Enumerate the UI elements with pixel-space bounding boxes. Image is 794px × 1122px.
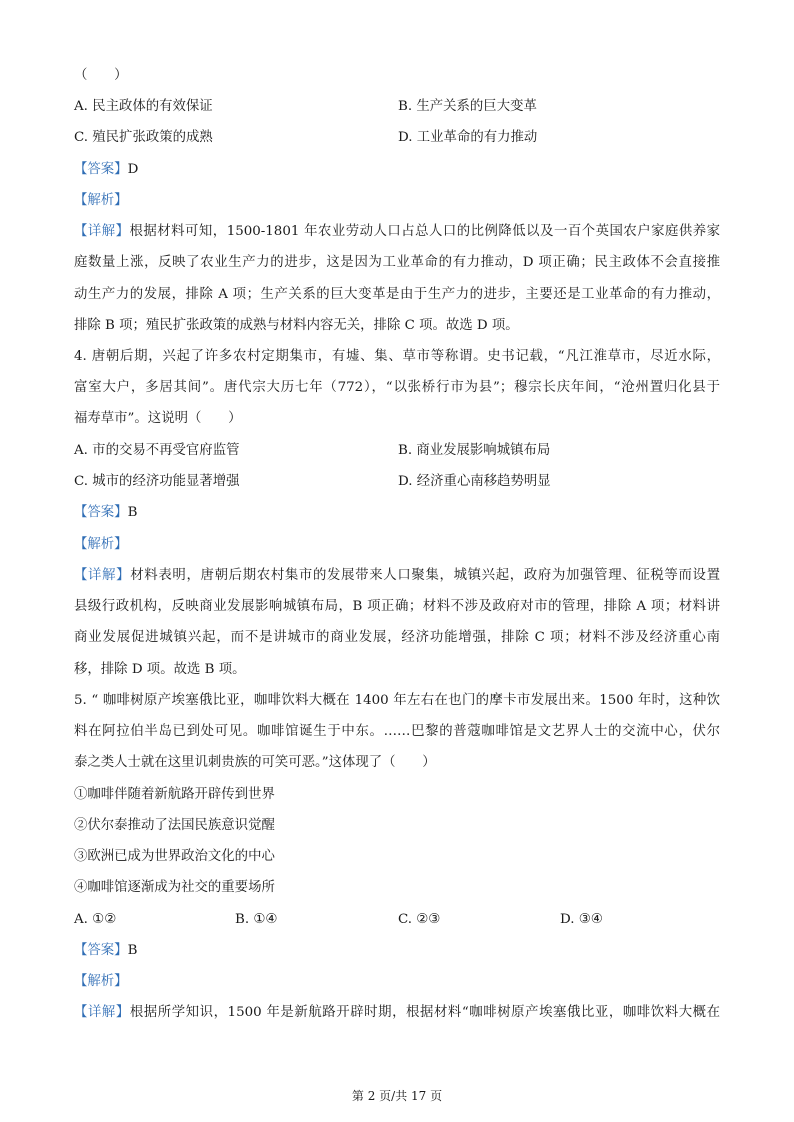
q4-option-d: D. 经济重心南移趋势明显: [398, 474, 551, 489]
q4-detail-line: [74, 566, 720, 586]
q3-option-b: B. 生产关系的巨大变革: [398, 99, 537, 114]
answer-tag: 【答案】: [74, 505, 128, 520]
answer-tag: 【答案】: [74, 162, 128, 177]
answer-value: D: [127, 162, 139, 177]
detail-text: 根据材料可知，1500-1801 年农业劳动人口占总人口的比例降低以及一百个英国农户家庭供养家: [129, 224, 721, 239]
q3-analysis-tag: [74, 191, 128, 211]
q3-option-a: A. 民主政体的有效保证: [74, 99, 213, 114]
answer-value: B: [127, 505, 138, 520]
q5-option-b: B. ①④: [235, 912, 278, 927]
q5-statement: ③欧洲已成为世界政治文化的中心: [74, 849, 275, 864]
q5-statement: ②伏尔泰推动了法国民族意识觉醒: [74, 818, 275, 833]
q4-stem-line: 富室大户，多居其间”。唐代宗大历七年（772），“以张桥行市为县”；穆宗长庆年间，“沧州置归化县于: [74, 380, 720, 395]
q4-detail-line: 县级行政机构，反映商业发展影响城镇布局，B 项正确；材料不涉及政府对市的管理，排除 A 项；材料讲: [74, 599, 720, 614]
analysis-tag: 【解析】: [74, 193, 128, 208]
page-number: 第 2 页/共 17 页: [351, 1089, 443, 1103]
q3-option-c: C. 殖民扩张政策的成熟: [74, 130, 213, 145]
q4-option-c: C. 城市的经济功能显著增强: [74, 474, 240, 489]
q3-detail-line: 动生产力的发展，排除 A 项；生产关系的巨大变革是由于生产力的进步，主要还是工业革命的有力推动，: [74, 287, 720, 302]
q4-stem-line: 4. 唐朝后期，兴起了许多农村定期集市，有墟、集、草市等称谓。史书记载，“凡江淮草市，尽近水际，: [74, 349, 720, 364]
analysis-tag: 【解析】: [74, 974, 128, 989]
detail-tag: 【详解】: [74, 568, 131, 583]
q3-detail-line: [74, 222, 720, 242]
q5-statement: ①咖啡伴随着新航路开辟传到世界: [74, 787, 275, 802]
q5-option-d: D. ③④: [560, 912, 603, 927]
q5-option-c: C. ②③: [398, 912, 441, 927]
q4-stem-line: 福寿草市”。这说明（ ）: [74, 411, 242, 426]
q4-detail-line: 移，排除 D 项。故选 B 项。: [74, 662, 246, 677]
q5-analysis-tag: [74, 972, 128, 992]
q4-option-a: A. 市的交易不再受官府监管: [74, 443, 240, 458]
q5-detail-line: [74, 1003, 720, 1023]
q5-statement: ④咖啡馆逐渐成为社交的重要场所: [74, 880, 275, 895]
detail-text: 根据所学知识，1500 年是新航路开辟时期，根据材料“咖啡树原产埃塞俄比亚，咖啡饮料大概在: [129, 1005, 720, 1020]
q3-detail-line: 排除 B 项；殖民扩张政策的成熟与材料内容无关，排除 C 项。故选 D 项。: [74, 318, 519, 333]
q3-stem-tail: （ ）: [74, 68, 128, 83]
detail-text: 材料表明，唐朝后期农村集市的发展带来人口聚集，城镇兴起，政府为加强管理、征税等而设置: [130, 568, 720, 583]
answer-value: B: [127, 943, 138, 958]
q4-answer: [74, 503, 137, 523]
detail-tag: 【详解】: [74, 1005, 130, 1020]
q5-stem-line: 泰之类人士就在这里讥刺贵族的可笑可恶。”这体现了（ ）: [74, 755, 436, 770]
analysis-tag: 【解析】: [74, 537, 128, 552]
q5-option-a: A. ①②: [74, 912, 117, 927]
q3-option-d: D. 工业革命的有力推动: [398, 130, 538, 145]
q4-analysis-tag: [74, 535, 128, 555]
answer-tag: 【答案】: [74, 943, 128, 958]
q3-detail-line: 庭数量上涨，反映了农业生产力的进步，这是因为工业革命的有力推动，D 项正确；民主政体不会直接推: [74, 255, 720, 270]
q5-answer: [74, 941, 137, 961]
q5-stem-line: 5. “ 咖啡树原产埃塞俄比亚，咖啡饮料大概在 1400 年左右在也门的摩卡市发展出来。1500 年时，这种饮: [74, 693, 720, 708]
q4-option-b: B. 商业发展影响城镇布局: [398, 443, 551, 458]
q3-answer: [74, 160, 138, 180]
detail-tag: 【详解】: [74, 224, 130, 239]
q4-detail-line: 商业发展促进城镇兴起，而不是讲城市的商业发展，经济功能增强，排除 C 项；材料不涉及经济重心南: [74, 630, 720, 645]
q5-stem-line: 料在阿拉伯半岛已到处可见。咖啡馆诞生于中东。……巴黎的普蔻咖啡馆是文艺界人士的交流中心，伏尔: [74, 724, 720, 739]
